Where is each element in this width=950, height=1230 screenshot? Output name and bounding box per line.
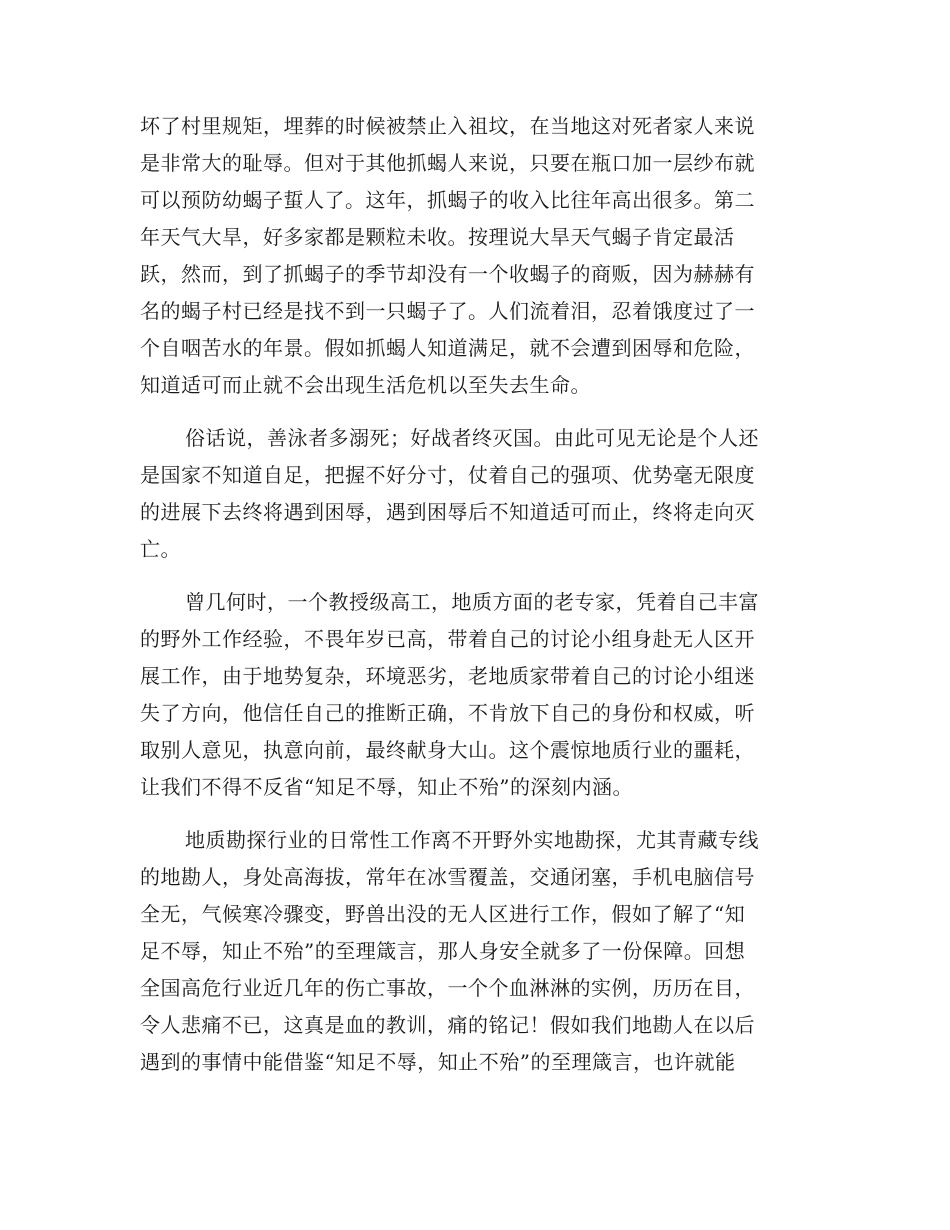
- paragraph-3-line-3: 展工作，由于地势复杂，环境恶劣，老地质家带着自己的讨论小组迷: [140, 664, 755, 688]
- paragraph-2-line-3: 的进展下去终将遇到困辱，遇到困辱后不知道适可而止，终将走向灭: [140, 500, 755, 524]
- paragraph-4-line-7: 遇到的事情中能借鉴“知足不辱，知止不殆”的至理箴言，也许就能: [140, 1050, 736, 1074]
- paragraph-3-line-2: 的野外工作经验，不畏年岁已高，带着自己的讨论小组身赴无人区开: [140, 627, 755, 651]
- paragraph-4-line-5: 全国高危行业近几年的伤亡事故，一个个血淋淋的实例，历历在目，: [140, 976, 755, 1000]
- paragraph-3-line-4: 失了方向，他信任自己的推断正确，不肯放下自己的身份和权威，听: [140, 701, 755, 725]
- paragraph-2-line-2: 是国家不知道自足，把握不好分寸，仗着自己的强项、优势毫无限度: [140, 463, 755, 487]
- paragraph-1-line-3: 可以预防幼蝎子蜇人了。这年，抓蝎子的收入比往年高出很多。第二: [140, 188, 755, 212]
- paragraph-1-line-1: 坏了村里规矩，埋葬的时候被禁止入祖坟，在当地这对死者家人来说: [140, 114, 755, 138]
- paragraph-4-line-3: 全无，气候寒冷骤变，野兽出没的无人区进行工作，假如了解了“知: [140, 902, 746, 926]
- paragraph-4-line-6: 令人悲痛不已，这真是血的教训，痛的铭记！假如我们地勘人在以后: [140, 1013, 755, 1037]
- paragraph-2-line-1: 俗话说，善泳者多溺死；好战者终灭国。由此可见无论是个人还: [185, 426, 759, 450]
- paragraph-1-line-2: 是非常大的耻辱。但对于其他抓蝎人来说，只要在瓶口加一层纱布就: [140, 151, 755, 175]
- paragraph-1-line-7: 个自咽苦水的年景。假如抓蝎人知道满足，就不会遭到困辱和危险，: [140, 336, 755, 360]
- paragraph-3-line-6: 让我们不得不反省“知足不辱，知止不殆”的深刻内涵。: [140, 775, 633, 799]
- paragraph-1-line-8: 知道适可而止就不会出现生活危机以至失去生命。: [140, 373, 591, 397]
- paragraph-2-line-4: 亡。: [140, 537, 181, 561]
- paragraph-1-line-5: 跃，然而，到了抓蝎子的季节却没有一个收蝎子的商贩，因为赫赫有: [140, 262, 755, 286]
- paragraph-1-line-6: 名的蝎子村已经是找不到一只蝎子了。人们流着泪，忍着饿度过了一: [140, 299, 755, 323]
- paragraph-4-line-2: 的地勘人，身处高海拔，常年在冰雪覆盖，交通闭塞，手机电脑信号: [140, 865, 755, 889]
- paragraph-1-line-4: 年天气大旱，好多家都是颗粒未收。按理说大旱天气蝎子肯定最活: [140, 225, 735, 249]
- paragraph-3-line-1: 曾几何时，一个教授级高工，地质方面的老专家，凭着自己丰富: [185, 590, 759, 614]
- paragraph-3-line-5: 取别人意见，执意向前，最终献身大山。这个震惊地质行业的噩耗，: [140, 738, 755, 762]
- paragraph-4-line-1: 地质勘探行业的日常性工作离不开野外实地勘探，尤其青藏专线: [185, 828, 759, 852]
- paragraph-4-line-4: 足不辱，知止不殆”的至理箴言，那人身安全就多了一份保障。回想: [140, 939, 746, 963]
